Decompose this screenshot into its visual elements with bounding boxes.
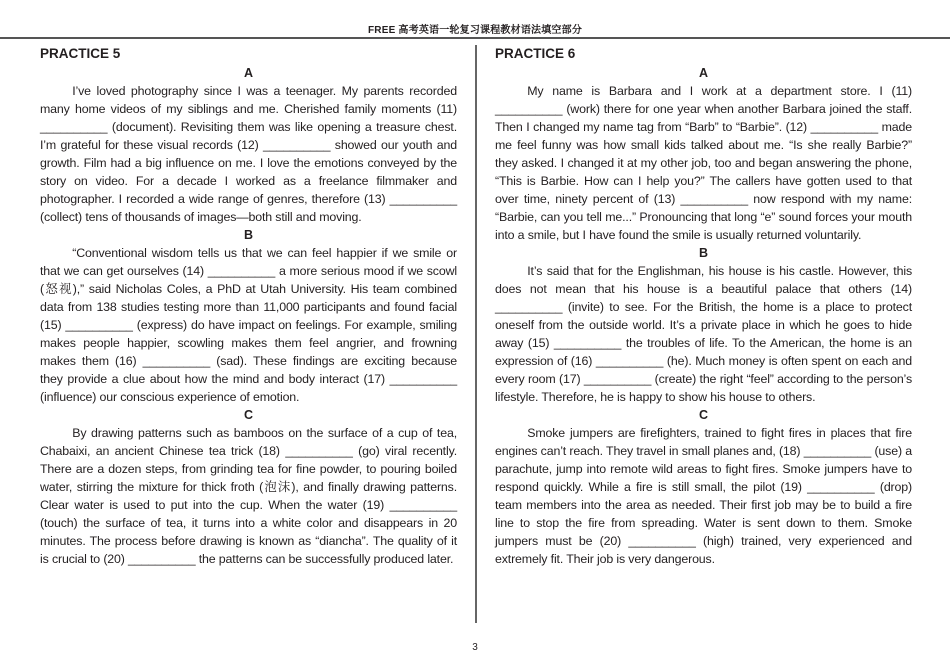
section-label: A (243, 66, 254, 80)
passage-paragraph: Smoke jumpers are firefighters, trained to fight fires in places that fire engines can’t reach. They travel in small planes and, (18) __________ (use) a parachute, jump into remote wild areas to fight fires. Smoke jumpers have to respond quickly. While a fire is still small, the pilot (19) __________ (drop) team members into the area as needed. Their first job may be to build a fire line to stop the fire from spreading. Water is sent down to them. Smoke jumpers must be (20) __________ (high) trained, very experienced and extremely fit. Their job is very dangerous. (495, 426, 912, 566)
section-label: B (243, 228, 254, 242)
section-label: C (243, 408, 254, 422)
passage-paragraph: It’s said that for the Englishman, his house is his castle. However, this does not mean that his house is a beautiful palace that others (14) __________ (invite) to see. For the British, the home is a place to protect oneself from the outside world. It’s a private place in which he goes to hide away (15) __________ the troubles of life. To the American, the home is an expression of (16) __________ (he). Much money is often spent on each and every room (17) __________ (create) the right “feel” according to the person’s lifestyle. Therefore, he is happy to show his house to others. (495, 264, 912, 404)
practice-6-column (495, 44, 912, 568)
section-label: C (698, 408, 709, 422)
page-number: 3 (472, 642, 478, 653)
passage-paragraph: By drawing patterns such as bamboos on the surface of a cup of tea, Chabaixi, an ancient Chinese tea trick (18) __________ (go) viral recently. There are a dozen steps, from grinding tea for fine powder, to pouring boiled water, stirring the mixture for thick froth (泡沫), and finally drawing patterns. Clear water is used to put into the cup. When the water (19) __________ (touch) the surface of tea, it turns into a white color and disappears in 20 minutes. The process before drawing is known as “diancha”. The quality of it is crucial to (20) __________ the patterns can be successfully produced later. (40, 426, 457, 566)
section-label: A (698, 66, 709, 80)
column-divider (475, 45, 477, 623)
practice-5-column (40, 44, 457, 568)
passage-paragraph: I’ve loved photography since I was a teenager. My parents recorded many home videos of my siblings and me. Cherished family moments (11) __________ (document). Revisiting them was like opening a treasure chest. I’m grateful for these visual records (12) __________ showed our youth and growth. Film had a big influence on me. I love the emotions conveyed by the story on video. For a decade I worked as a freelance filmmaker and photographer. I recorded a wide range of genres, therefore (13) __________ (collect) tens of thousands of images—both still and moving. (40, 84, 457, 224)
section-label: B (698, 246, 709, 260)
header-rule (0, 37, 950, 39)
practice-title: PRACTICE 5 (40, 46, 121, 61)
page-header: FREE 高考英语一轮复习课程教材语法填空部分 (367, 25, 583, 36)
practice-title: PRACTICE 6 (495, 46, 576, 61)
passage-paragraph: My name is Barbara and I work at a department store. I (11) __________ (work) there for one year when another Barbara joined the staff. Then I changed my name tag from “Barb” to “Barbie”. (12) __________ made me feel funny was how small kids talked about me. “Is she really Barbie?” they asked. I changed it at my other job, too and began answering the phone, “This is Barbie. How can I help you?” The callers have gotten used to that over time, ninety percent of (13) __________ now respond with my name: “Barbie, can you tell me...” Pronouncing that long “e” sound forces your mouth into a smile, but I have found the smile is usually returned voluntarily. (495, 84, 912, 242)
passage-paragraph: “Conventional wisdom tells us that we can feel happier if we smile or that we can get ourselves (14) __________ a more serious mood if we scowl (怒视),” said Nicholas Coles, a PhD at Utah University. His team combined data from 138 studies testing more than 11,000 participants and found facial (15) __________ (express) do have impact on feelings. For example, smiling makes people happier, scowling makes them feel angrier, and frowning makes them (16) __________ (sad). These findings are exciting because they provide a clue about how the mind and body interact (17) __________ (influence) our conscious experience of emotion. (40, 246, 457, 404)
